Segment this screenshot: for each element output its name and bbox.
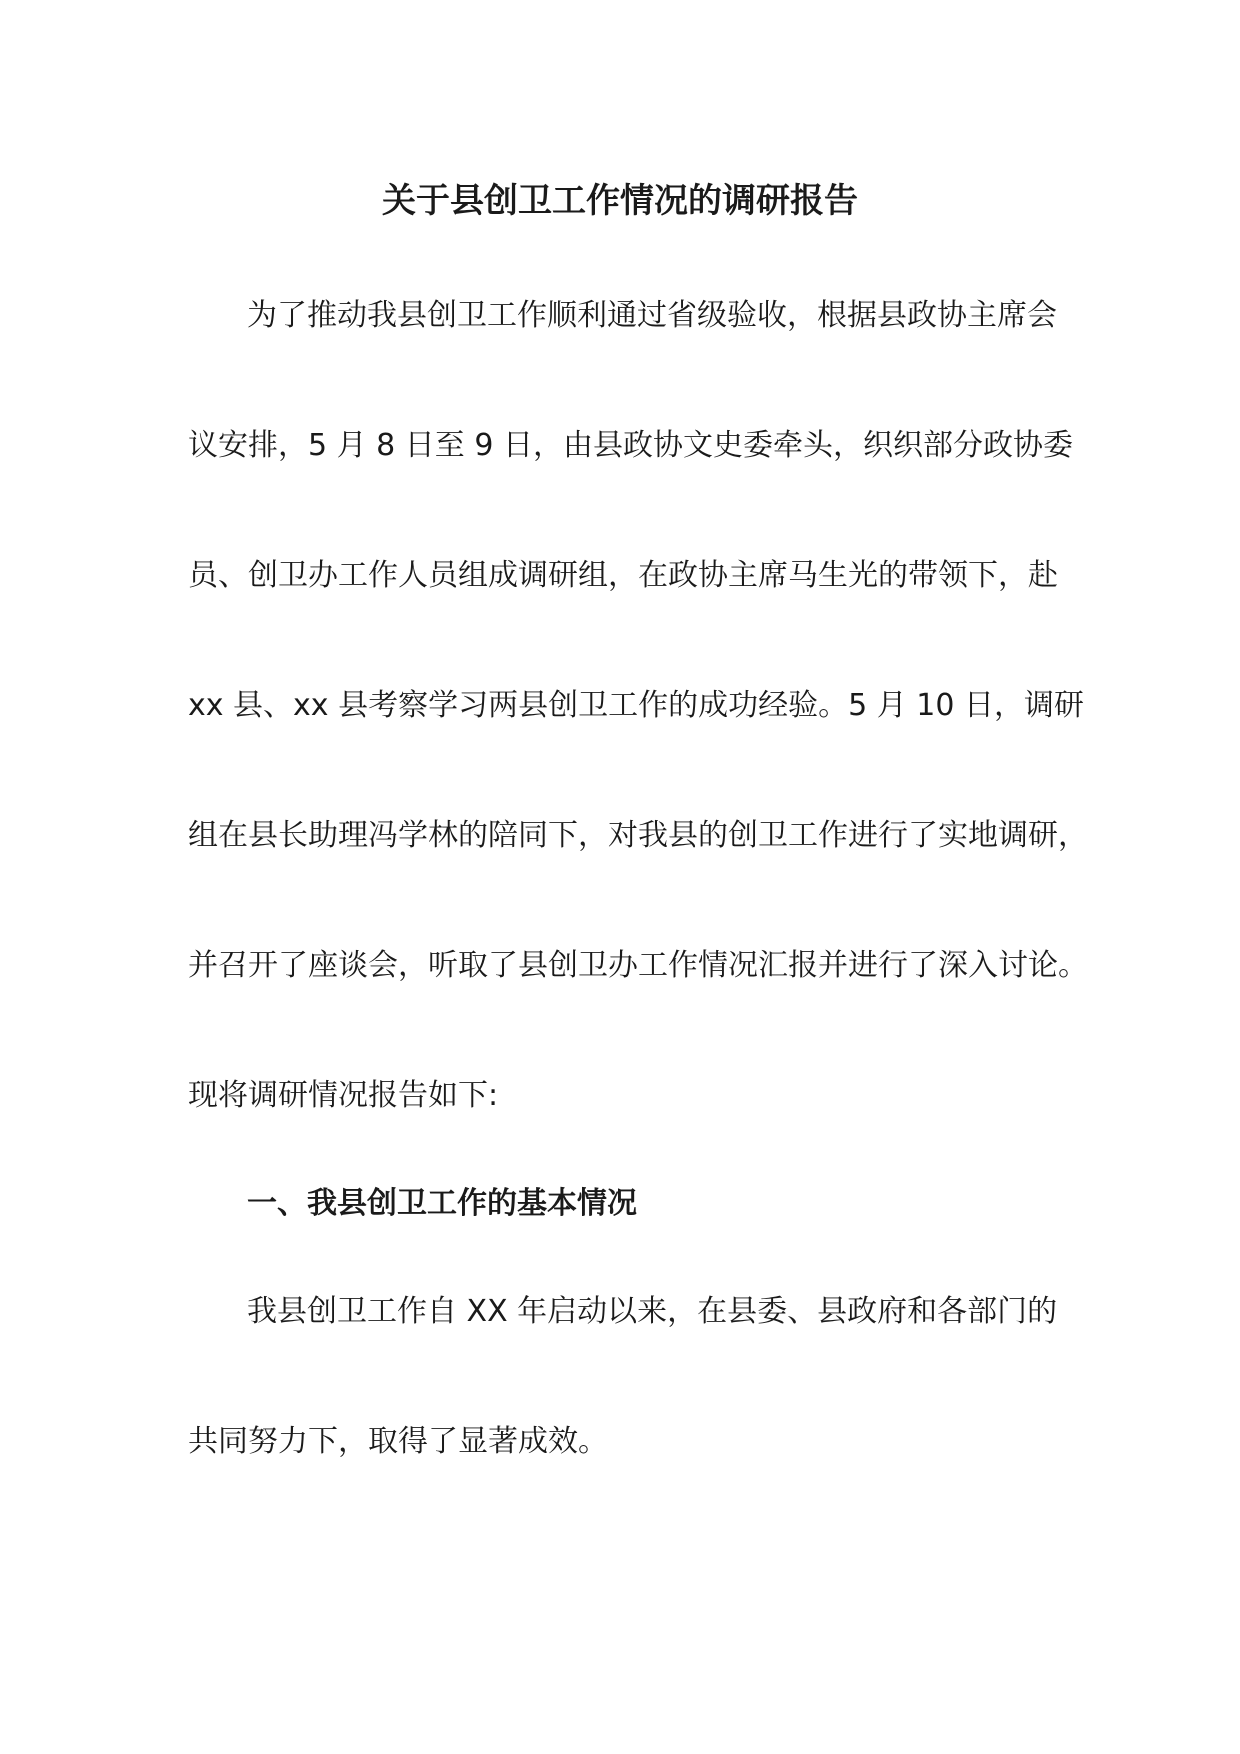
paragraph-line: 组在县长助理冯学林的陪同下，对我县的创卫工作进行了实地调研，: [188, 818, 1088, 853]
paragraph-line: 我县创卫工作自 XX 年启动以来，在县委、县政府和各部门的: [247, 1294, 1058, 1329]
document-title: 关于县创卫工作情况的调研报告: [382, 181, 858, 221]
paragraph-line: 为了推动我县创卫工作顺利通过省级验收，根据县政协主席会: [247, 298, 1057, 333]
paragraph-line: xx 县、xx 县考察学习两县创卫工作的成功经验。5 月 10 日，调研: [188, 688, 1084, 723]
paragraph-line: 员、创卫办工作人员组成调研组，在政协主席马生光的带领下，赴: [188, 558, 1058, 593]
paragraph-line: 现将调研情况报告如下:: [188, 1078, 499, 1113]
paragraph-line: 共同努力下，取得了显著成效。: [188, 1424, 608, 1459]
paragraph-line: 议安排，5 月 8 日至 9 日，由县政协文史委牵头，织织部分政协委: [188, 428, 1073, 463]
paragraph-line: 并召开了座谈会，听取了县创卫办工作情况汇报并进行了深入讨论。: [188, 948, 1088, 983]
section-heading: 一、我县创卫工作的基本情况: [247, 1186, 637, 1221]
